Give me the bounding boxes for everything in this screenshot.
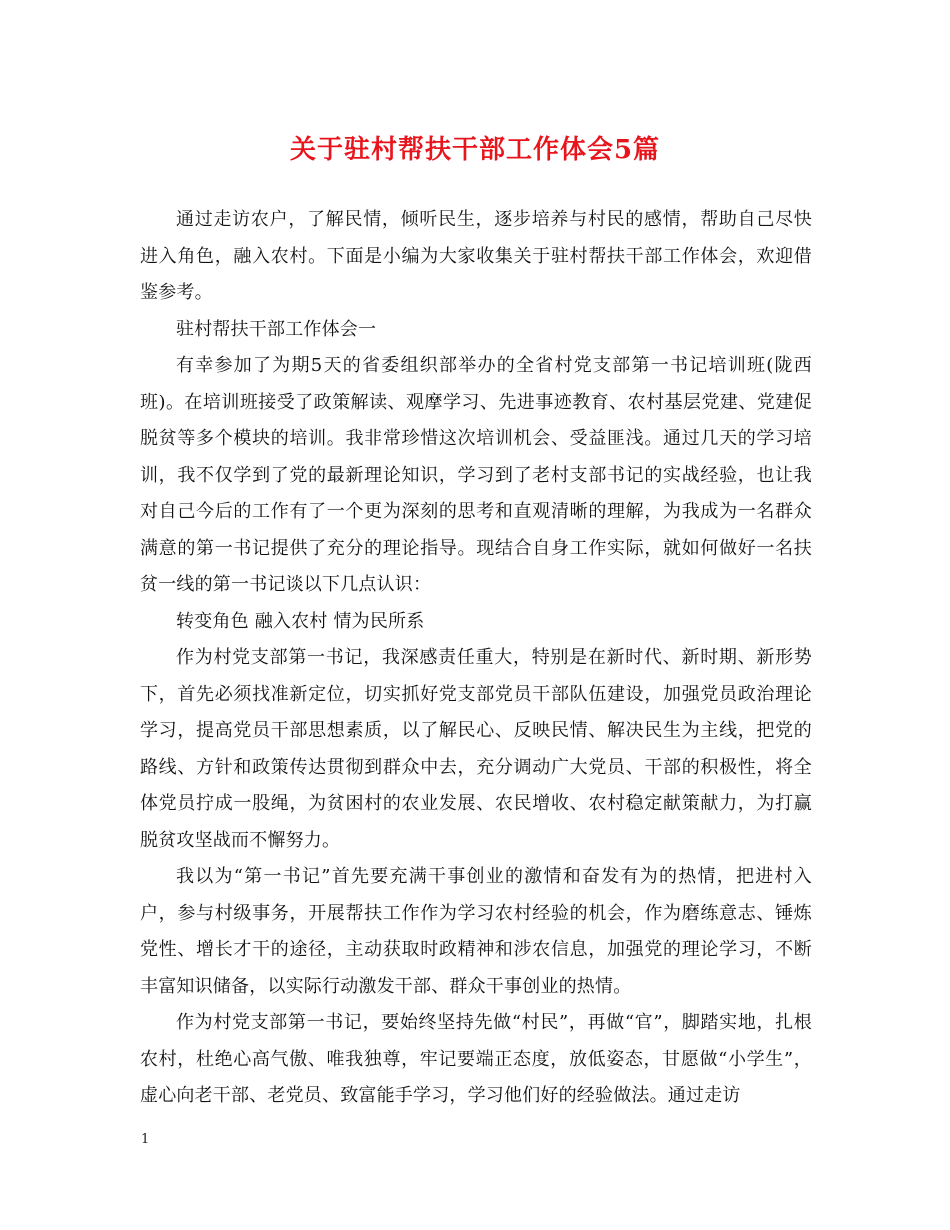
body-paragraph-1: 有幸参加了为期5天的省委组织部举办的全省村党支部第一书记培训班(陇西班)。在培训班接受了政策解读、观摩学习、先进事迹教育、农村基层党建、党建促脱贫等多个模块的培训。我非常珍惜这次培训机会、受益匪浅。通过几天的学习培训，我不仅学到了党的最新理论知识，学习到了老村支部书记的实战经验，也让我对自己今后的工作有了一个更为深刻的思考和直观清晰的理解，为我成为一名群众满意的第一书记提供了充分的理论指导。现结合自身工作实际，就如何做好一名扶贫一线的第一书记谈以下几点认识：	[140, 355, 812, 595]
page-number: 1	[141, 1132, 150, 1147]
section-heading-1: 驻村帮扶干部工作体会一	[176, 318, 377, 340]
subsection-heading: 转变角色 融入农村 情为民所系	[176, 610, 425, 632]
body-paragraph-2: 作为村党支部第一书记，我深感责任重大，特别是在新时代、新时期、新形势下，首先必须找准新定位，切实抓好党支部党员干部队伍建设，加强党员政治理论学习，提高党员干部思想素质，以了解民心、反映民情、解决民生为主线，把党的路线、方针和政策传达贯彻到群众中去，充分调动广大党员、干部的积极性，将全体党员拧成一股绳，为贫困村的农业发展、农民增收、农村稳定献策献力，为打赢脱贫攻坚战而不懈努力。	[140, 647, 812, 851]
document-title: 关于驻村帮扶干部工作体会5篇	[289, 135, 661, 165]
body-paragraph-3: 我以为“第一书记”首先要充满干事创业的激情和奋发有为的热情，把进村入户，参与村级事务，开展帮扶工作作为学习农村经验的机会，作为磨练意志、锤炼党性、增长才干的途径，主动获取时政精神和涉农信息，加强党的理论学习，不断丰富知识储备，以实际行动激发干部、群众干事创业的热情。	[140, 866, 812, 997]
intro-paragraph: 通过走访农户，了解民情，倾听民生，逐步培养与村民的感情，帮助自己尽快进入角色，融入农村。下面是小编为大家收集关于驻村帮扶干部工作体会，欢迎借鉴参考。	[140, 209, 812, 303]
body-paragraph-4: 作为村党支部第一书记，要始终坚持先做“村民”，再做“官”，脚踏实地，扎根农村，杜绝心高气傲、唯我独尊，牢记要端正态度，放低姿态，甘愿做“小学生”，虚心向老干部、老党员、致富能手学习，学习他们好的经验做法。通过走访	[140, 1012, 812, 1106]
document-body	[140, 202, 812, 1115]
